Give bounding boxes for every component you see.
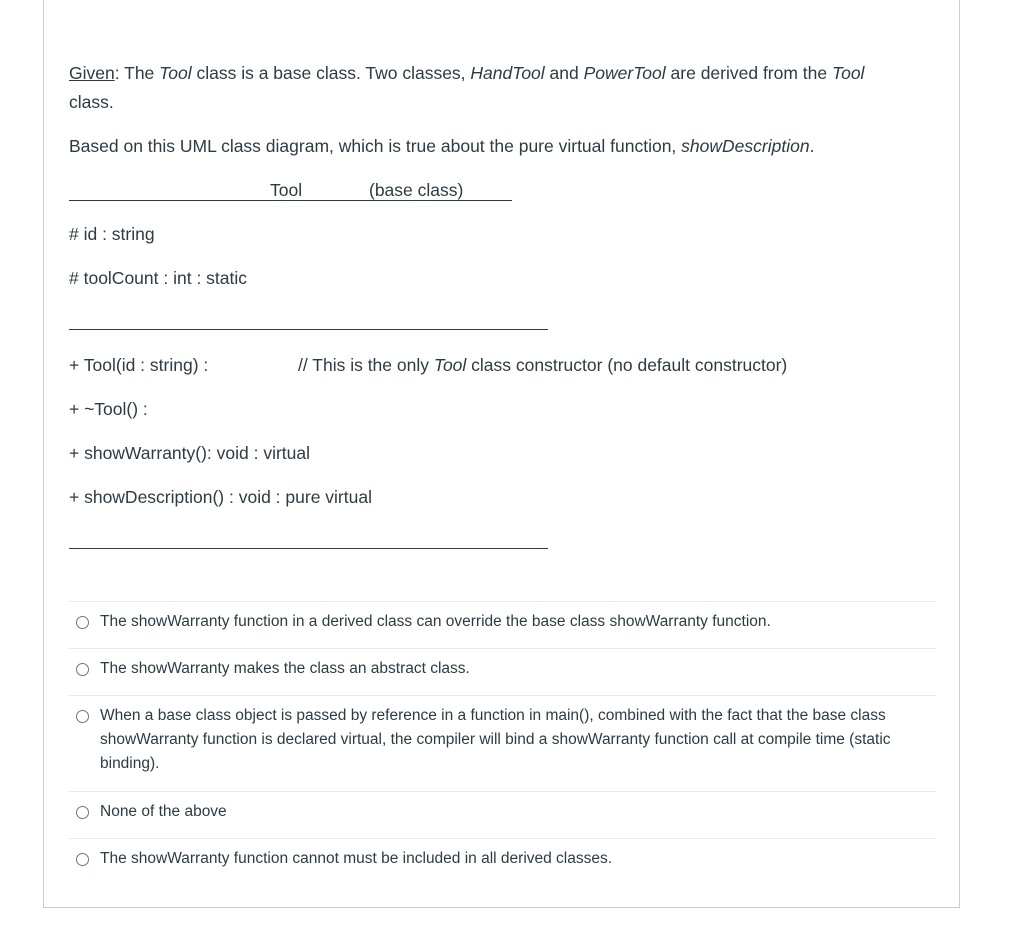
answer-label[interactable]: None of the above — [100, 803, 227, 820]
radio-button[interactable] — [76, 806, 89, 819]
uml-attributes-divider — [69, 329, 548, 330]
prompt-end: . — [809, 136, 815, 156]
question-prompt — [69, 132, 814, 160]
given-text-4: are derived from the — [665, 63, 832, 83]
given-text-3: and — [544, 63, 584, 83]
answer-option-4[interactable] — [69, 791, 936, 838]
answer-label[interactable]: The showWarranty function in a derived class can override the base class showWarranty function. — [100, 613, 771, 630]
uml-class-name: Tool — [270, 180, 303, 200]
comment-tool: Tool — [433, 355, 467, 375]
prompt-function: showDescription — [681, 136, 810, 156]
answer-label[interactable]: The showWarranty makes the class an abstract class. — [100, 660, 470, 677]
given-label: Given — [69, 63, 115, 83]
prompt-text: Based on this UML class diagram, which is true about the pure virtual function, — [69, 136, 682, 156]
uml-attribute-id: # id : string — [69, 224, 155, 244]
answer-option-1[interactable] — [69, 601, 936, 648]
uml-methods-divider — [69, 548, 548, 549]
radio-button[interactable] — [76, 663, 89, 676]
uml-method-showdescription: + showDescription() : void : pure virtual — [69, 487, 372, 507]
answer-label[interactable]: The showWarranty function cannot must be included in all derived classes. — [100, 850, 613, 867]
given-handtool: HandTool — [470, 63, 545, 83]
answer-label[interactable]: When a base class object is passed by reference in a function in main(), combined with the fact that the base class showWarranty function is declared virtual, the compiler will bind a showWarranty function call at compile time (static binding). — [100, 707, 891, 772]
uml-destructor: + ~Tool() : — [69, 399, 148, 419]
answer-option-3[interactable] — [69, 695, 936, 791]
uml-constructor-comment — [298, 351, 787, 379]
radio-button[interactable] — [76, 710, 89, 723]
given-powertool: PowerTool — [583, 63, 666, 83]
uml-method-showwarranty: + showWarranty(): void : virtual — [69, 443, 311, 463]
uml-attribute-toolcount: # toolCount : int : static — [69, 268, 248, 288]
given-tool: Tool — [159, 63, 192, 83]
answer-option-2[interactable] — [69, 648, 936, 695]
comment-text-1: // This is the only — [298, 355, 434, 375]
radio-button[interactable] — [76, 853, 89, 866]
given-tool-2: Tool — [832, 63, 865, 83]
radio-button[interactable] — [76, 616, 89, 629]
uml-constructor: + Tool(id : string) : — [69, 355, 209, 375]
given-text-2: class is a base class. Two classes, — [191, 63, 471, 83]
comment-text-2: class constructor (no default constructor) — [466, 355, 788, 375]
answer-option-5[interactable] — [69, 838, 936, 885]
question-given-class-word: class. — [69, 92, 114, 112]
question-given-line — [69, 59, 864, 87]
answer-list — [69, 601, 936, 885]
given-text-1: : The — [114, 63, 160, 83]
uml-base-class-label: (base class) — [369, 180, 464, 200]
